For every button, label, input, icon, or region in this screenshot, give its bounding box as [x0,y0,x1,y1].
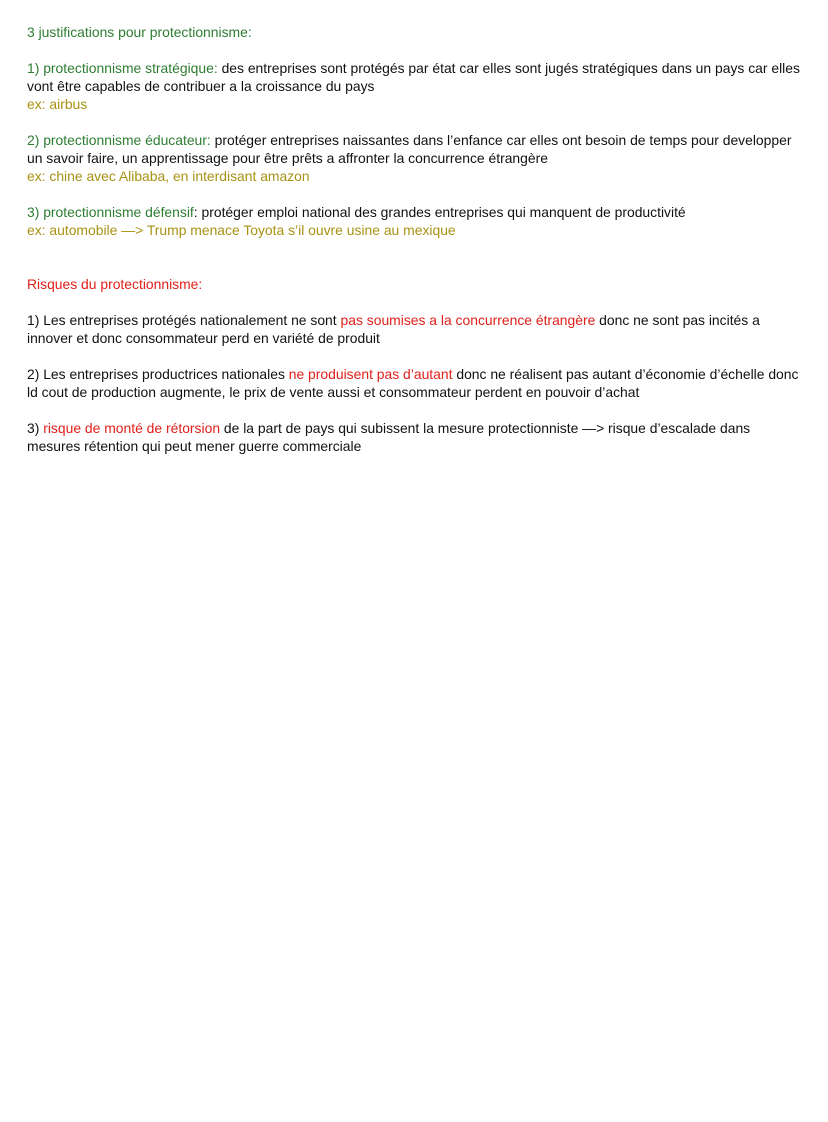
risk-text: de la part de pays qui subissent la mesure protectionniste —> risque d’escalade dans mesures rétention qui peut mener guerre commerciale [27,420,751,454]
risk-highlight: pas soumises a la concurrence étrangère [340,312,596,328]
justification-text: des entreprises sont protégés par état car elles sont jugés stratégiques dans un pays car elles vont être capables de contribuer a la croissance du pays [27,60,800,94]
document-page [27,23,802,455]
justification-label: 1) protectionnisme stratégique: [27,60,218,76]
justification-text: : protéger emploi national des grandes entreprises qui manquent de productivité [193,204,686,220]
risk-text: 3) [27,420,44,436]
risk-highlight: risque de monté de rétorsion [43,420,221,436]
justification-example: ex: chine avec Alibaba, en interdisant amazon [27,168,310,184]
justification-item-strategique [27,59,802,113]
risk-text: 1) Les entreprises protégés nationalement ne sont [27,312,341,328]
spacer [27,401,802,419]
spacer [27,113,802,131]
spacer [27,293,802,311]
risk-item [27,365,802,401]
justification-text: protéger entreprises naissantes dans l’enfance car elles ont besoin de temps pour developper un savoir faire, un apprentissage pour être prêts a affronter la concurrence étrangère [27,132,792,166]
spacer [27,239,802,275]
justification-paragraph [27,59,802,95]
spacer [27,347,802,365]
justification-item-educateur [27,131,802,185]
justification-label: 2) protectionnisme éducateur: [27,132,211,148]
risk-text: donc ne réalisent pas autant d’économie d’échelle donc ld cout de production augmente, le prix de vente aussi et consommateur perdent en pouvoir d’achat [27,366,799,400]
spacer [27,41,802,59]
risk-highlight: ne produisent pas d’autant [288,366,453,382]
justification-item-defensif [27,203,802,239]
risk-item [27,311,802,347]
risk-item [27,419,802,455]
justification-example: ex: airbus [27,96,88,112]
spacer [27,185,802,203]
justification-paragraph [27,131,802,167]
risks-heading: Risques du protectionnisme: [27,276,203,292]
justification-label: 3) protectionnisme défensif [27,204,194,220]
justifications-heading: 3 justifications pour protectionnisme: [27,24,252,40]
risk-text: donc ne sont pas incités a innover et donc consommateur perd en variété de produit [27,312,760,346]
risk-text: 2) Les entreprises productrices nationales [27,366,289,382]
justification-paragraph [27,203,802,221]
justification-example: ex: automobile —> Trump menace Toyota s’il ouvre usine au mexique [27,222,456,238]
